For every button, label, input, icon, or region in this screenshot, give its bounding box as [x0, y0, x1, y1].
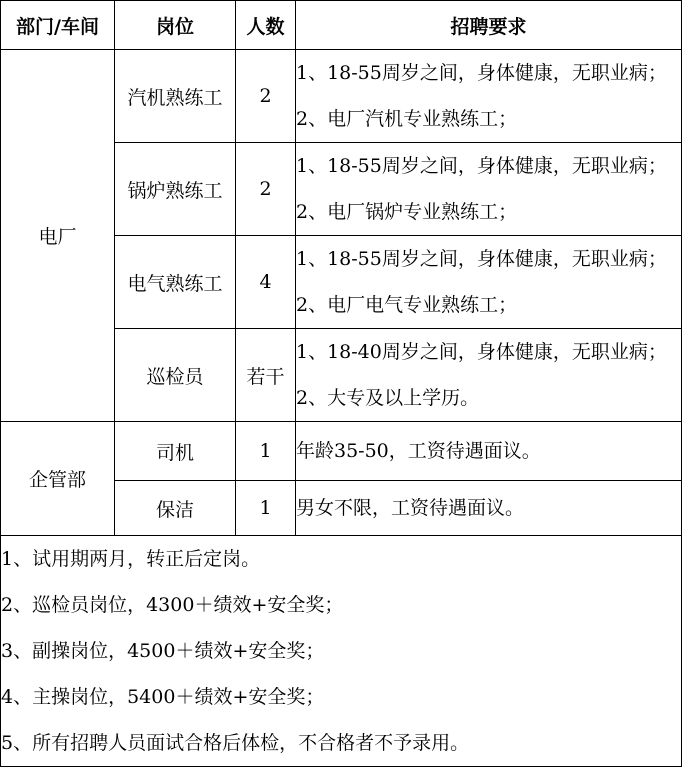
- header-count: 人数: [236, 1, 296, 50]
- requirements-cell: [296, 143, 682, 236]
- requirement-line: 1、18-55周岁之间，身体健康，无职业病；: [296, 62, 667, 84]
- post-cell: 保洁: [115, 481, 236, 536]
- count-cell: 2: [236, 50, 296, 143]
- header-row: [1, 1, 682, 50]
- requirement-line: 1、18-40周岁之间，身体健康，无职业病；: [296, 341, 667, 363]
- requirement-line: 1、18-55周岁之间，身体健康，无职业病；: [296, 155, 667, 177]
- requirements-cell: [296, 481, 682, 536]
- count-cell: 4: [236, 236, 296, 329]
- dept-power-plant: 电厂: [1, 50, 115, 422]
- requirement-line: 2、大专及以上学历。: [296, 387, 480, 409]
- note-line: 3、副操岗位，4500＋绩效+安全奖；: [1, 640, 325, 662]
- requirement-line: 1、18-55周岁之间，身体健康，无职业病；: [296, 248, 667, 270]
- requirement-line: 2、电厂汽机专业熟练工；: [296, 108, 518, 130]
- post-cell: 司机: [115, 422, 236, 481]
- requirement-line: 2、电厂锅炉专业熟练工；: [296, 201, 518, 223]
- note-line: 5、所有招聘人员面试合格后体检，不合格者不予录用。: [1, 732, 470, 754]
- count-cell: 1: [236, 481, 296, 536]
- count-cell: 若干: [236, 329, 296, 422]
- dept-management: 企管部: [1, 422, 115, 536]
- table-row: [1, 422, 682, 481]
- header-requirements: 招聘要求: [296, 1, 682, 50]
- requirement-line: 男女不限，工资待遇面议。: [296, 497, 525, 519]
- requirements-cell: [296, 329, 682, 422]
- note-line: 4、主操岗位，5400＋绩效+安全奖；: [1, 686, 325, 708]
- requirement-line: 年龄35-50，工资待遇面议。: [296, 440, 541, 462]
- header-post: 岗位: [115, 1, 236, 50]
- notes-cell: [1, 536, 682, 767]
- post-cell: 巡检员: [115, 329, 236, 422]
- post-cell: 锅炉熟练工: [115, 143, 236, 236]
- requirements-cell: [296, 236, 682, 329]
- requirement-line: 2、电厂电气专业熟练工；: [296, 294, 518, 316]
- count-cell: 2: [236, 143, 296, 236]
- requirements-cell: [296, 50, 682, 143]
- count-cell: 1: [236, 422, 296, 481]
- requirements-cell: [296, 422, 682, 481]
- header-dept: 部门/车间: [1, 1, 115, 50]
- note-line: 1、试用期两月，转正后定岗。: [1, 548, 261, 570]
- table-row: [1, 50, 682, 143]
- note-line: 2、巡检员岗位，4300＋绩效+安全奖；: [1, 594, 344, 616]
- post-cell: 汽机熟练工: [115, 50, 236, 143]
- notes-row: [1, 536, 682, 767]
- post-cell: 电气熟练工: [115, 236, 236, 329]
